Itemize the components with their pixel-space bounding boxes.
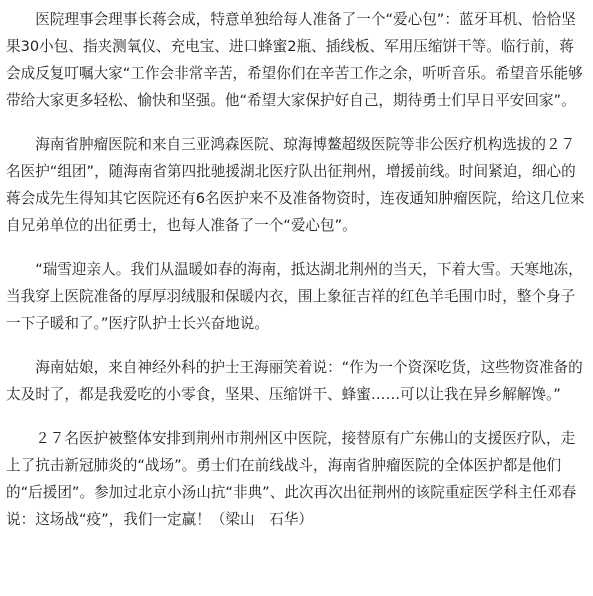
paragraph-nurse-wang-quote: 海南姑娘，来自神经外科的护士王海丽笑着说：“作为一个资深吃货，这些物资准备的太及时了，都是我爱吃的小零食，坚果、压缩饼干、蜂蜜……可以让我在异乡解解馋。” (6, 359, 583, 403)
paragraph-head-nurse-quote: “瑞雪迎亲人。我们从温暖如春的海南，抵达湖北荆州的当天，下着大雪。天寒地冻，当我穿上医院准备的厚厚羽绒服和保暖内衣，围上象征吉祥的红色羊毛围巾时，整个身子一下子暖和了。”医疗队护士长兴奋地说。 (6, 261, 583, 332)
article-body (6, 6, 587, 533)
paragraph-gift-bags: 医院理事会理事长蒋会成，特意单独给每人准备了一个“爱心包”：蓝牙耳机、恰恰坚果30小包、指夹测氧仪、充电宝、进口蜂蜜2瓶、插线板、军用压缩饼干等。临行前，蒋会成反复叮嘱大家“工作会非常辛苦，希望你们在辛苦工作之余，听听音乐。希望音乐能够带给大家更多轻松、愉快和坚强。他“希望大家保护好自己，期待勇士们早日平安回家”。 (6, 11, 583, 109)
paragraph-frontline: ２７名医护被整体安排到荆州市荆州区中医院，接替原有广东佛山的支援医疗队，走上了抗击新冠肺炎的“战场”。勇士们在前线战斗，海南省肿瘤医院的全体医护都是他们的“后援团”。参加过北京小汤山抗“非典”、此次再次出征荆州的该院重症医学科主任邓春说：这场战“疫”，我们一定赢！（梁山 石华） (6, 430, 577, 528)
paragraph-medical-team: 海南省肿瘤医院和来自三亚鸿森医院、琼海博鳌超级医院等非公医疗机构选拔的２７名医护“组团”，随海南省第四批驰援湖北医疗队出征荆州，增援前线。时间紧迫，细心的蒋会成先生得知其它医院还有6名医护来不及准备物资时，连夜通知肿瘤医院，给这几位来自兄弟单位的出征勇士，也每人准备了一个“爱心包”。 (6, 136, 585, 234)
